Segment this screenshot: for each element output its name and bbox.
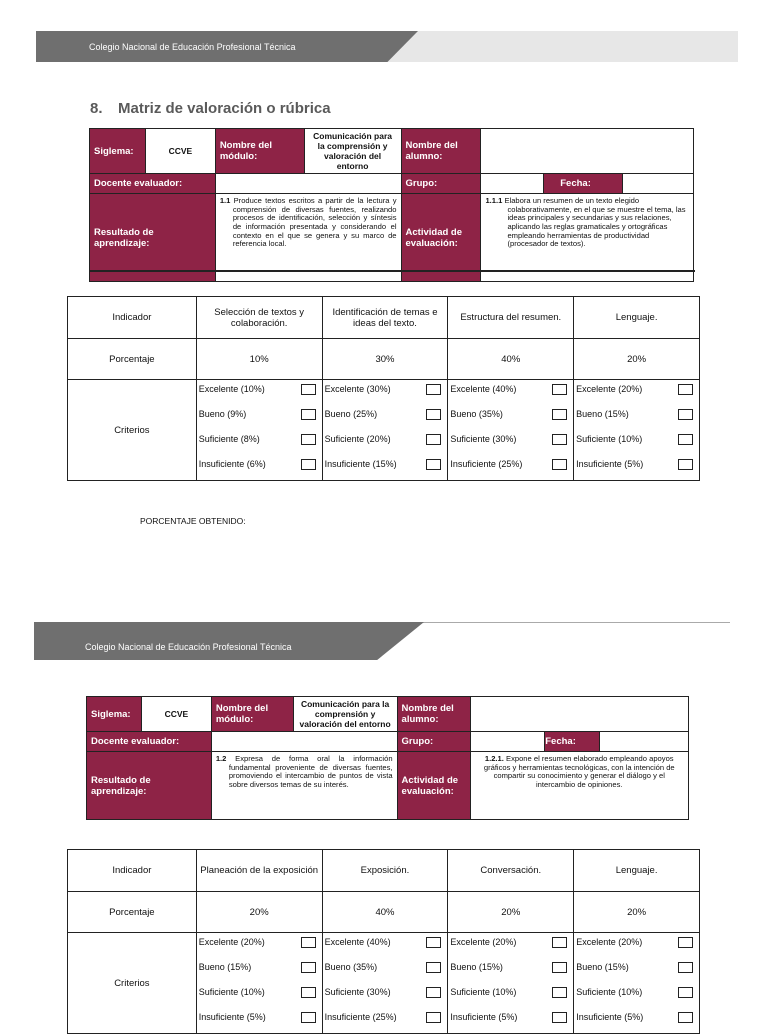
evaluation-info-table-1 [89,128,694,282]
criteria-label: Suficiente (30%) [324,987,391,997]
criteria-checkbox[interactable] [426,459,441,470]
grupo-field[interactable] [470,732,545,752]
indicator-cell: Lenguaje. [574,850,700,892]
criteria-checkbox[interactable] [552,384,567,395]
criteria-label: Suficiente (10%) [576,987,643,997]
criteria-checkbox[interactable] [301,384,316,395]
criteria-label: Bueno (35%) [324,962,378,972]
criteria-checkbox[interactable] [426,384,441,395]
docente-label: Docente evaluador: [87,732,212,752]
fecha-field[interactable] [599,732,688,751]
student-label: Nombre del alumno: [401,129,481,174]
docente-field[interactable] [215,174,401,194]
criteria-checkbox[interactable] [426,987,441,998]
criteria-label: Suficiente (20%) [324,434,391,444]
criteria-checkbox[interactable] [678,384,693,395]
criteria-label: Suficiente (10%) [198,987,265,997]
criteria-label: Insuficiente (5%) [576,459,644,469]
docente-field[interactable] [211,732,397,752]
result-label: Resultado de aprendizaje: [87,752,212,820]
criteria-label: Suficiente (10%) [576,434,643,444]
criteria-cell [448,933,574,1034]
criteria-checkbox[interactable] [426,937,441,948]
info-table-bottom-rule [89,270,695,272]
criteria-checkbox[interactable] [426,434,441,445]
institution-name: Colegio Nacional de Educación Profesional Técnica [85,642,292,652]
section-heading [90,100,331,117]
result-description [211,752,397,820]
criteria-checkbox[interactable] [301,459,316,470]
indicator-header: Indicador [68,297,197,339]
criteria-checkbox[interactable] [678,962,693,973]
criteria-label: Insuficiente (5%) [576,1012,644,1022]
evaluation-info-table-2 [86,696,689,820]
criteria-checkbox[interactable] [678,987,693,998]
criteria-checkbox[interactable] [426,962,441,973]
criteria-header: Criterios [68,380,197,481]
criteria-checkbox[interactable] [552,409,567,420]
criteria-checkbox[interactable] [552,434,567,445]
banner-dark-band [34,622,424,660]
sigla-label: Siglema: [90,129,146,174]
percentage-cell: 40% [322,892,448,933]
criteria-checkbox[interactable] [678,434,693,445]
criteria-cell [574,380,700,481]
page-header-banner [34,622,730,653]
criteria-label: Excelente (40%) [324,937,391,947]
rubric-table-1 [67,296,700,481]
percentage-cell: 20% [574,339,700,380]
docente-label: Docente evaluador: [90,174,216,194]
criteria-label: Insuficiente (6%) [198,459,266,469]
criteria-label: Bueno (9%) [198,409,247,419]
rubric-table-2 [67,849,700,1034]
module-label: Nombre del módulo: [211,697,293,732]
criteria-checkbox[interactable] [678,459,693,470]
activity-label: Actividad de evaluación: [401,194,481,282]
criteria-cell [322,933,448,1034]
indicator-cell: Estructura del resumen. [448,297,574,339]
section-title: Matriz de valoración o rúbrica [118,100,331,117]
institution-name: Colegio Nacional de Educación Profesional Técnica [89,42,296,52]
criteria-checkbox[interactable] [301,1012,316,1023]
indicator-cell: Identificación de temas e ideas del texto. [322,297,448,339]
criteria-label: Suficiente (8%) [198,434,260,444]
criteria-checkbox[interactable] [426,409,441,420]
criteria-label: Bueno (15%) [576,962,629,972]
indicator-cell: Exposición. [322,850,448,892]
criteria-cell [196,380,322,481]
percentage-cell: 20% [196,892,322,933]
fecha-label: Fecha: [560,178,591,189]
criteria-label: Bueno (15%) [576,409,629,419]
criteria-header: Criterios [68,933,197,1034]
indicator-cell: Planeación de la exposición [196,850,322,892]
criteria-label: Excelente (40%) [450,384,517,394]
indicator-cell: Conversación. [448,850,574,892]
criteria-label: Insuficiente (5%) [198,1012,266,1022]
percentage-cell: 30% [322,339,448,380]
criteria-label: Bueno (25%) [324,409,378,419]
criteria-cell [448,380,574,481]
criteria-checkbox[interactable] [301,434,316,445]
criteria-label: Bueno (15%) [450,962,503,972]
result-code: 1.1 [219,196,231,205]
percentage-cell: 10% [196,339,322,380]
criteria-checkbox[interactable] [301,409,316,420]
indicator-cell: Lenguaje. [574,297,700,339]
criteria-checkbox[interactable] [552,937,567,948]
porcentaje-obtenido-label: PORCENTAJE OBTENIDO: [140,516,246,526]
module-name: Comunicación para la comprensión y valoración del entorno [304,129,401,174]
activity-label: Actividad de evaluación: [397,752,470,820]
student-field[interactable] [481,129,694,174]
criteria-checkbox[interactable] [426,1012,441,1023]
criteria-cell [196,933,322,1034]
fecha-field[interactable] [622,174,693,193]
fecha-label: Fecha: [545,736,576,747]
criteria-label: Excelente (20%) [198,937,265,947]
sigla-value: CCVE [145,129,215,174]
criteria-label: Insuficiente (5%) [450,1012,518,1022]
grupo-field[interactable] [481,174,544,194]
result-text: Produce textos escritos a partir de la lectura y comprensión de diversas fuentes, realizando procesos de identificación, selección y síntesis de información presentada y considerando el contexto en el que se genera y su marco de referencia local. [232,196,397,249]
criteria-checkbox[interactable] [552,459,567,470]
criteria-checkbox[interactable] [301,987,316,998]
module-label: Nombre del módulo: [215,129,304,174]
grupo-label: Grupo: [401,174,481,194]
activity-code: 1.2.1. [484,754,504,763]
result-text: Expresa de forma oral la información fundamental proveniente de diversas fuentes, promoviendo el intercambio de puntos de vista sobre diversos temas de su interés. [228,754,393,789]
criteria-label: Excelente (20%) [450,937,517,947]
result-description [215,194,401,282]
percentage-header: Porcentaje [68,892,197,933]
result-label: Resultado de aprendizaje: [90,194,216,282]
criteria-checkbox[interactable] [552,962,567,973]
criteria-label: Suficiente (10%) [450,987,517,997]
criteria-label: Excelente (30%) [324,384,391,394]
criteria-checkbox[interactable] [552,987,567,998]
section-number: 8. [90,100,103,117]
criteria-checkbox[interactable] [552,1012,567,1023]
indicator-header: Indicador [68,850,197,892]
percentage-header: Porcentaje [68,339,197,380]
activity-description [470,752,689,820]
percentage-cell: 40% [448,339,574,380]
student-field[interactable] [470,697,689,732]
page-header-banner [36,31,738,62]
criteria-checkbox[interactable] [678,409,693,420]
criteria-label: Excelente (10%) [198,384,265,394]
activity-description [481,194,694,282]
criteria-checkbox[interactable] [301,962,316,973]
indicator-cell: Selección de textos y colaboración. [196,297,322,339]
sigla-label: Siglema: [87,697,142,732]
result-code: 1.2 [215,754,227,763]
criteria-label: Insuficiente (25%) [324,1012,397,1022]
criteria-label: Insuficiente (25%) [450,459,523,469]
criteria-label: Insuficiente (15%) [324,459,397,469]
criteria-label: Suficiente (30%) [450,434,517,444]
grupo-label: Grupo: [397,732,470,752]
criteria-cell [322,380,448,481]
criteria-label: Excelente (20%) [576,937,643,947]
fecha-cell [545,732,689,752]
criteria-checkbox[interactable] [301,937,316,948]
percentage-cell: 20% [448,892,574,933]
student-label: Nombre del alumno: [397,697,470,732]
criteria-label: Excelente (20%) [576,384,643,394]
activity-text: Elabora un resumen de un texto elegido colaborativamente, en el que se muestre el tema, las ideas principales y secundarias y sus relaciones, aplicando las reglas gramaticales y ortográficas empleando herramientas de productividad (procesador de textos). [504,196,686,249]
percentage-cell: 20% [574,892,700,933]
activity-text: Expone el resumen elaborado empleando apoyos gráficos y herramientas tecnológicas, con la intención de compartir su conocimiento y generar el diálogo y el intercambio de opiniones. [483,754,675,789]
activity-code: 1.1.1 [485,196,503,205]
module-name: Comunicación para la comprensión y valoración del entorno [293,697,397,732]
criteria-cell [574,933,700,1034]
criteria-label: Bueno (35%) [450,409,503,419]
sigla-value: CCVE [141,697,211,732]
criteria-checkbox[interactable] [678,937,693,948]
criteria-label: Bueno (15%) [198,962,252,972]
criteria-checkbox[interactable] [678,1012,693,1023]
fecha-cell [544,174,694,194]
